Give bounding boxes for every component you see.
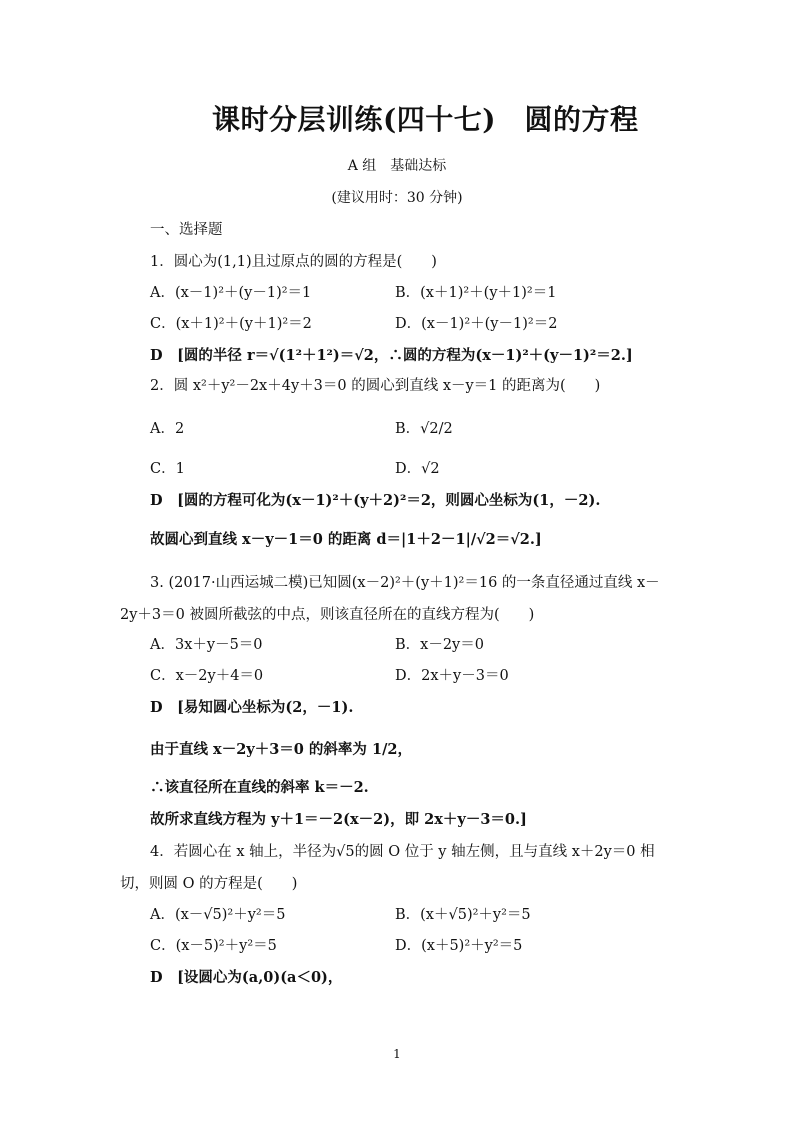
- q2-option-c: C．1: [150, 461, 185, 477]
- q4-stem-line2: 切，则圆 O 的方程是( ): [120, 876, 298, 892]
- q4-answer: D [设圆心为(a,0)(a＜0)，: [150, 969, 343, 986]
- q1-option-d: D．(x－1)²＋(y－1)²＝2: [395, 316, 558, 332]
- page-number: 1: [393, 1047, 401, 1061]
- q1-answer: D [圆的半径 r＝√(1²＋1²)＝√2，∴圆的方程为(x－1)²＋(y－1)²＝2.]: [150, 347, 633, 364]
- q2-stem: 2．圆 x²＋y²－2x＋4y＋3＝0 的圆心到直线 x－y＝1 的距离为( ): [150, 378, 601, 394]
- q3-option-a: A．3x＋y－5＝0: [150, 637, 263, 653]
- q1-stem: 1．圆心为(1,1)且过原点的圆的方程是( ): [150, 254, 437, 270]
- q3-answer-line2: 由于直线 x－2y＋3＝0 的斜率为 1/2，: [150, 741, 412, 758]
- q2-answer-line1: D [圆的方程可化为(x－1)²＋(y＋2)²＝2，则圆心坐标为(1，－2).: [150, 492, 601, 509]
- q3-answer-line4: 故所求直线方程为 y＋1＝－2(x－2)，即 2x＋y－3＝0.]: [150, 811, 527, 828]
- section-heading: 一、选择题: [150, 222, 223, 238]
- q1-option-a: A．(x－1)²＋(y－1)²＝1: [150, 285, 312, 301]
- q3-option-b: B．x－2y＝0: [395, 637, 484, 653]
- q4-option-a: A．(x－√5)²＋y²＝5: [150, 907, 286, 923]
- q1-option-c: C．(x＋1)²＋(y＋1)²＝2: [150, 316, 312, 332]
- q3-option-c: C．x－2y＋4＝0: [150, 668, 264, 684]
- q3-answer-line3: ∴该直径所在直线的斜率 k＝－2.: [150, 779, 369, 796]
- q3-answer-line1: D [易知圆心坐标为(2，－1).: [150, 699, 354, 716]
- q3-option-d: D．2x＋y－3＝0: [395, 668, 509, 684]
- q2-option-d: D．√2: [395, 461, 440, 477]
- q4-stem-line1: 4．若圆心在 x 轴上，半径为√5的圆 O 位于 y 轴左侧，且与直线 x＋2y＝0 相: [150, 844, 655, 860]
- q3-stem-line2: 2y＋3＝0 被圆所截弦的中点，则该直径所在的直线方程为( ): [120, 607, 535, 623]
- q2-option-a: A．2: [150, 421, 185, 437]
- q3-stem-line1: 3. (2017·山西运城二模)已知圆(x－2)²＋(y＋1)²＝16 的一条直径通过直线 x－: [150, 575, 660, 591]
- group-label: A 组 基础达标: [347, 158, 447, 174]
- q2-answer-line2: 故圆心到直线 x－y－1＝0 的距离 d＝|1＋2－1|/√2＝√2.]: [150, 531, 542, 548]
- q4-option-b: B．(x＋√5)²＋y²＝5: [395, 907, 531, 923]
- q4-option-d: D．(x＋5)²＋y²＝5: [395, 938, 523, 954]
- q4-option-c: C．(x－5)²＋y²＝5: [150, 938, 277, 954]
- time-hint: (建议用时：30 分钟): [331, 190, 463, 206]
- page-title: 课时分层训练(四十七) 圆的方程: [212, 103, 639, 136]
- q1-option-b: B．(x＋1)²＋(y＋1)²＝1: [395, 285, 557, 301]
- q2-option-b: B．√2/2: [395, 421, 453, 437]
